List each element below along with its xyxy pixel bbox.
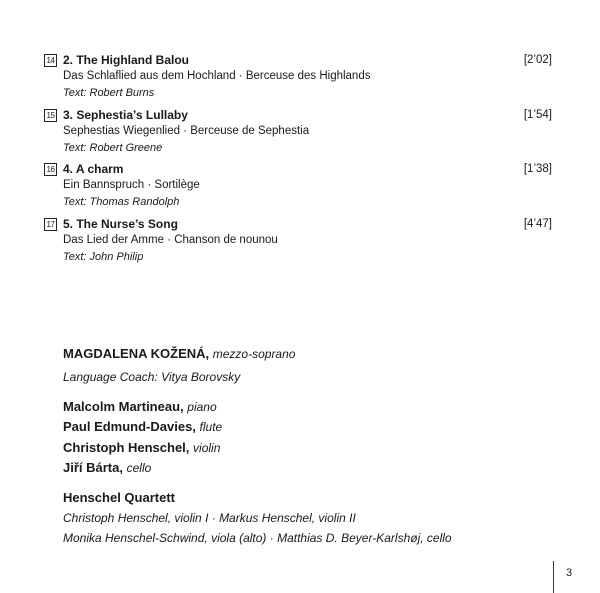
performer-name: Jiří Bárta,: [63, 460, 123, 475]
performer-instrument: cello: [126, 461, 152, 475]
soloist-role: mezzo-soprano: [212, 347, 296, 361]
track-lyricist: Text: Robert Burns: [63, 87, 155, 99]
language-coach: Language Coach: Vitya Borovsky: [63, 370, 241, 384]
performer-line: [63, 439, 220, 457]
track-number-box: 16: [44, 163, 57, 176]
track-number-box: 14: [44, 54, 57, 67]
track-lyricist: Text: Robert Greene: [63, 142, 163, 154]
track-subtitle: Sephestias Wiegenlied · Berceuse de Sephestia: [63, 125, 310, 137]
track-subtitle: Das Lied der Amme · Chanson de nounou: [63, 234, 278, 246]
performer-instrument: flute: [199, 420, 223, 434]
soloist-name: MAGDALENA KOŽENÁ,: [63, 346, 210, 361]
performer-line: [63, 418, 222, 436]
page-number: 3: [566, 567, 573, 579]
track-title: 3. Sephestia’s Lullaby: [63, 108, 188, 122]
track-duration: [1’54]: [523, 109, 552, 121]
soloist-line: [63, 345, 295, 363]
performer-line: [63, 398, 217, 416]
performer-instrument: violin: [193, 441, 221, 455]
track-subtitle: Ein Bannspruch · Sortilège: [63, 179, 200, 191]
performer-line: [63, 459, 151, 477]
performer-instrument: piano: [187, 400, 217, 414]
track-duration: [2’02]: [523, 54, 552, 66]
performer-name: Christoph Henschel,: [63, 440, 190, 455]
track-subtitle: Das Schlaflied aus dem Hochland · Berceuse des Highlands: [63, 70, 371, 82]
quartet-members-2: Monika Henschel-Schwind, viola (alto) · Matthias D. Beyer-Karlshøj, cello: [63, 531, 452, 545]
track-title: 2. The Highland Balou: [63, 53, 190, 67]
performer-name: Paul Edmund-Davies,: [63, 419, 196, 434]
performer-name: Malcolm Martineau,: [63, 399, 184, 414]
page-number-rule: [553, 561, 554, 593]
track-number-box: 15: [44, 109, 57, 122]
track-title: 4. A charm: [63, 162, 124, 176]
track-lyricist: Text: Thomas Randolph: [63, 196, 180, 208]
track-lyricist: Text: John Philip: [63, 251, 144, 263]
quartet-line: [63, 489, 175, 506]
track-title: 5. The Nurse’s Song: [63, 217, 178, 231]
quartet-members-1: Christoph Henschel, violin I · Markus Henschel, violin II: [63, 511, 356, 525]
track-number-box: 17: [44, 218, 57, 231]
quartet-name: Henschel Quartett: [63, 490, 175, 505]
track-duration: [1’38]: [523, 163, 552, 175]
track-duration: [4’47]: [523, 218, 552, 230]
